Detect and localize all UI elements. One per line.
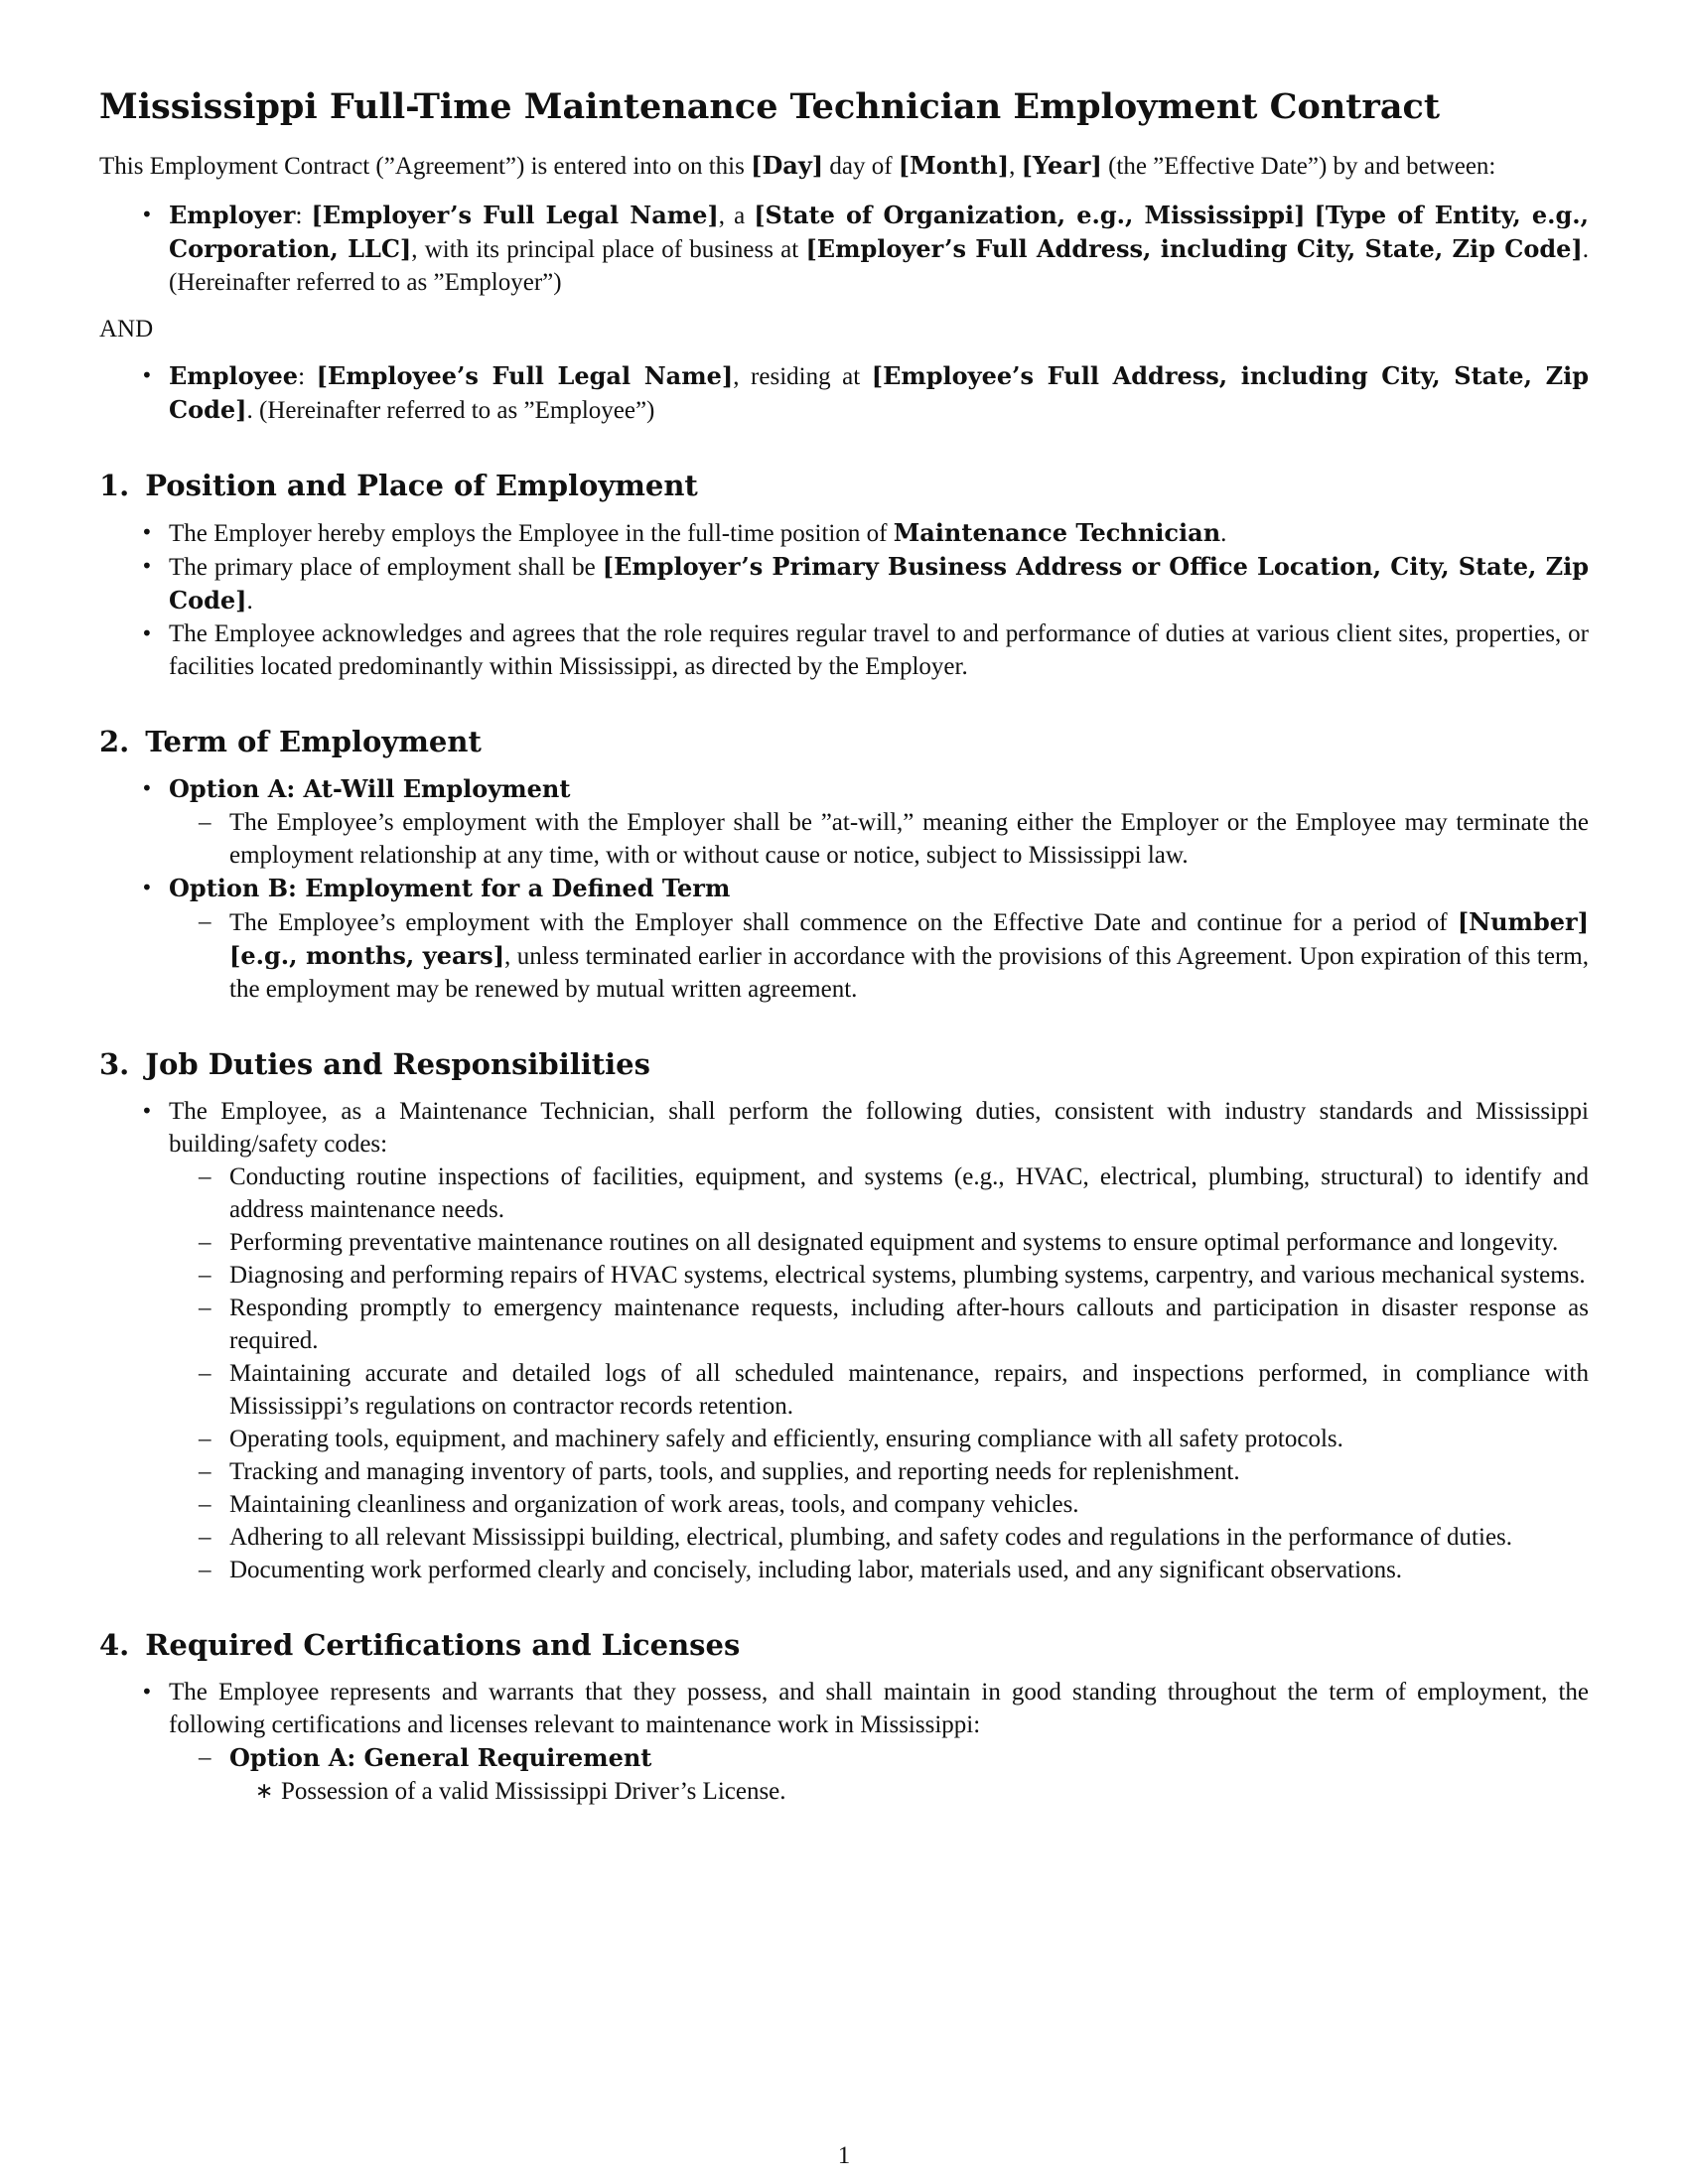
section-1-list xyxy=(99,516,1589,683)
option-a-label: Option A: General Requirement xyxy=(229,1743,652,1772)
duty-item: – Performing preventative maintenance routines on all designated equipment and systems to ensure optimal performance and longevity. xyxy=(169,1226,1589,1259)
item-text: , unless terminated earlier in accordance with the provisions of this Agreement. Upon expiration of this term, the employment may be renewed by mutual written agreement. xyxy=(229,943,1589,1003)
employer-text: . (Hereinafter referred to as ”Employer”) xyxy=(169,236,1589,296)
sub-sub-list xyxy=(229,1775,1589,1808)
section-number: 2. xyxy=(99,725,130,758)
employee-address-placeholder: [Employee’s Full Address, including City, State, Zip Code] xyxy=(169,361,1590,424)
employer-item xyxy=(99,199,1589,299)
intro-text: This Employment Contract (”Agreement”) is entered into on this xyxy=(99,153,752,180)
party-list-employer xyxy=(99,199,1589,299)
employee-item xyxy=(99,359,1589,427)
primary-address-placeholder: [Employer’s Primary Business Address or Office Location, City, State, Zip Code] xyxy=(169,552,1589,614)
employee-text: : xyxy=(298,363,317,390)
list-item xyxy=(99,1676,1589,1808)
page-number: 1 xyxy=(837,2142,851,2169)
sub-sub-list-item: ∗ Possession of a valid Mississippi Driver’s License. xyxy=(229,1775,1589,1808)
duty-item: – Conducting routine inspections of facilities, equipment, and systems (e.g., HVAC, electrical, plumbing, structural) to identify and address maintenance needs. xyxy=(169,1160,1589,1226)
employer-text: , a xyxy=(718,203,755,229)
intro-text: day of xyxy=(823,153,899,180)
sub-list xyxy=(169,1741,1589,1808)
month-placeholder: [Month] xyxy=(898,151,1010,180)
list-item xyxy=(99,1095,1589,1586)
option-b-label: Option B: Employment for a Defined Term xyxy=(169,874,731,902)
section-3-list xyxy=(99,1095,1589,1586)
list-item xyxy=(99,772,1589,872)
employee-text: , residing at xyxy=(733,363,872,390)
duty-item: – Operating tools, equipment, and machinery safely and efficiently, ensuring compliance with all safety protocols. xyxy=(169,1423,1589,1455)
sub-list-item xyxy=(169,1741,1589,1808)
item-text: The Employer hereby employs the Employee in the full-time position of xyxy=(169,520,894,547)
list-item xyxy=(99,516,1589,550)
intro-paragraph xyxy=(99,149,1589,183)
employee-text: . (Hereinafter referred to as ”Employee”) xyxy=(246,397,655,424)
employer-label: Employer xyxy=(169,201,296,229)
intro-text: (the ”Effective Date”) by and between: xyxy=(1101,153,1496,180)
section-number: 3. xyxy=(99,1047,130,1081)
term-unit-placeholder: [e.g., months, years] xyxy=(229,941,505,970)
list-item xyxy=(99,550,1589,617)
document-body xyxy=(99,85,1589,1808)
section-title: Required Certifications and Licenses xyxy=(145,1628,741,1662)
section-2-list xyxy=(99,772,1589,1006)
party-list-employee xyxy=(99,359,1589,427)
employer-name-placeholder: [Employer’s Full Legal Name] xyxy=(311,201,719,229)
item-text: . xyxy=(1220,520,1227,547)
duties-list xyxy=(169,1160,1589,1586)
duty-item: – Maintaining cleanliness and organization of work areas, tools, and company vehicles. xyxy=(169,1488,1589,1521)
list-item: • The Employee acknowledges and agrees that the role requires regular travel to and performance of duties at various client sites, properties, or facilities located predominantly within Mississippi, as directed by the Employer. xyxy=(99,617,1589,683)
intro-text: , xyxy=(1009,153,1022,180)
day-placeholder: [Day] xyxy=(751,151,824,180)
duty-item: – Documenting work performed clearly and concisely, including labor, materials used, and any significant observations. xyxy=(169,1554,1589,1586)
employer-text xyxy=(1306,203,1315,229)
section-title: Job Duties and Responsibilities xyxy=(145,1047,650,1081)
employee-name-placeholder: [Employee’s Full Legal Name] xyxy=(316,361,734,390)
sub-list xyxy=(169,806,1589,872)
sub-list-item: – The Employee’s employment with the Employer shall be ”at-will,” meaning either the Employer or the Employee may terminate the employment relationship at any time, with or without cause or notice, subject to Mississippi law. xyxy=(169,806,1589,872)
sub-list-item xyxy=(169,905,1589,1006)
term-number-placeholder: [Number] xyxy=(1457,907,1589,936)
duty-item: – Diagnosing and performing repairs of HVAC systems, electrical systems, plumbing systems, carpentry, and various mechanical systems. xyxy=(169,1259,1589,1292)
duty-item: – Maintaining accurate and detailed logs of all scheduled maintenance, repairs, and inspections performed, in compliance with Mississippi’s regulations on contractor records retention. xyxy=(169,1357,1589,1423)
section-number: 1. xyxy=(99,469,130,502)
and-separator: AND xyxy=(99,316,154,342)
employer-text: : xyxy=(295,203,312,229)
item-text: The Employee, as a Maintenance Technician, shall perform the following duties, consistent with industry standards and Mississippi building/safety codes: xyxy=(169,1098,1589,1158)
duty-item: – Adhering to all relevant Mississippi building, electrical, plumbing, and safety codes and regulations in the performance of duties. xyxy=(169,1521,1589,1554)
section-1-heading xyxy=(99,467,1589,504)
section-title: Term of Employment xyxy=(145,725,482,758)
year-placeholder: [Year] xyxy=(1021,151,1102,180)
list-item xyxy=(99,872,1589,1006)
item-text: The primary place of employment shall be xyxy=(169,554,603,581)
item-text: The Employee represents and warrants that they possess, and shall maintain in good standing throughout the term of employment, the following certifications and licenses relevant to maintenance work in Mississippi: xyxy=(169,1679,1589,1738)
document-title: Mississippi Full-Time Maintenance Technician Employment Contract xyxy=(99,86,1441,127)
section-number: 4. xyxy=(99,1628,130,1662)
employee-label: Employee xyxy=(169,361,299,390)
section-2-heading xyxy=(99,723,1589,760)
sub-list xyxy=(169,905,1589,1006)
item-text: The Employee’s employment with the Employer shall commence on the Effective Date and continue for a period of xyxy=(229,909,1458,936)
section-3-heading xyxy=(99,1045,1589,1083)
employer-entity-placeholder: [Type of Entity, e.g., Corporation, LLC] xyxy=(169,201,1590,263)
section-4-heading xyxy=(99,1626,1589,1664)
duty-item: – Responding promptly to emergency maintenance requests, including after-hours callouts and participation in disaster response as required. xyxy=(169,1292,1589,1357)
position-title: Maintenance Technician xyxy=(893,518,1221,547)
item-text: . xyxy=(246,588,253,614)
employer-state-placeholder: [State of Organization, e.g., Mississippi] xyxy=(754,201,1306,229)
employer-text: , with its principal place of business at xyxy=(411,236,806,263)
duty-item: – Tracking and managing inventory of parts, tools, and supplies, and reporting needs for replenishment. xyxy=(169,1455,1589,1488)
employer-address-placeholder: [Employer’s Full Address, including City, State, Zip Code] xyxy=(805,234,1583,263)
option-a-label: Option A: At-Will Employment xyxy=(169,774,571,803)
section-4-list xyxy=(99,1676,1589,1808)
section-title: Position and Place of Employment xyxy=(145,469,698,502)
